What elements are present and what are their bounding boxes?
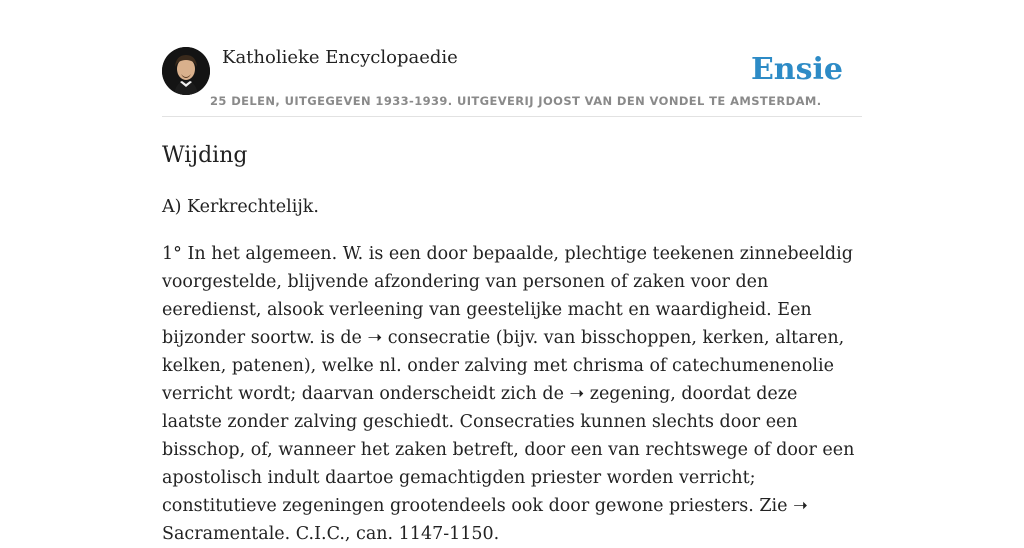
article-paragraph: A) Kerkrechtelijk. [162, 197, 319, 217]
header [162, 0, 862, 117]
article-paragraph: 1° In het algemeen. W. is een door bepaalde, plechtige teekenen zinnebeeldig voorgestelde, blijvende afzondering van personen of zaken voor den eeredienst, alsook verleening van geestelijke macht en waardigheid. Een bijzonder soortw. is de ➝ consecratie (bijv. van bisschoppen, kerken, altaren, kelken, patenen), welke nl. onder zalving met chrisma of catechumenenolie verricht wordt; daarvan onderscheidt zich de ➝ zegening, doordat deze laatste zonder zalving geschiedt. Consecraties kunnen slechts door een bisschop, of, wanneer het zaken betreft, door een van rechtswege of door een apostolisch indult daartoe gemachtigden priester worden verricht; constitutieve zegeningen grootendeels ook door gewone priesters. Zie ➝ Sacramentale. C.I.C., can. 1147-1150. [162, 244, 855, 544]
brand-logo[interactable]: Ensie [750, 52, 843, 87]
site-title[interactable]: Katholieke Encyclopaedie [222, 47, 458, 68]
article-title: Wijding [162, 143, 248, 168]
page [162, 0, 862, 548]
site-subtitle: 25 DELEN, UITGEGEVEN 1933-1939. UITGEVERIJ JOOST VAN DEN VONDEL TE AMSTERDAM. [210, 94, 822, 108]
portrait-icon [162, 47, 210, 95]
avatar[interactable] [162, 47, 210, 95]
